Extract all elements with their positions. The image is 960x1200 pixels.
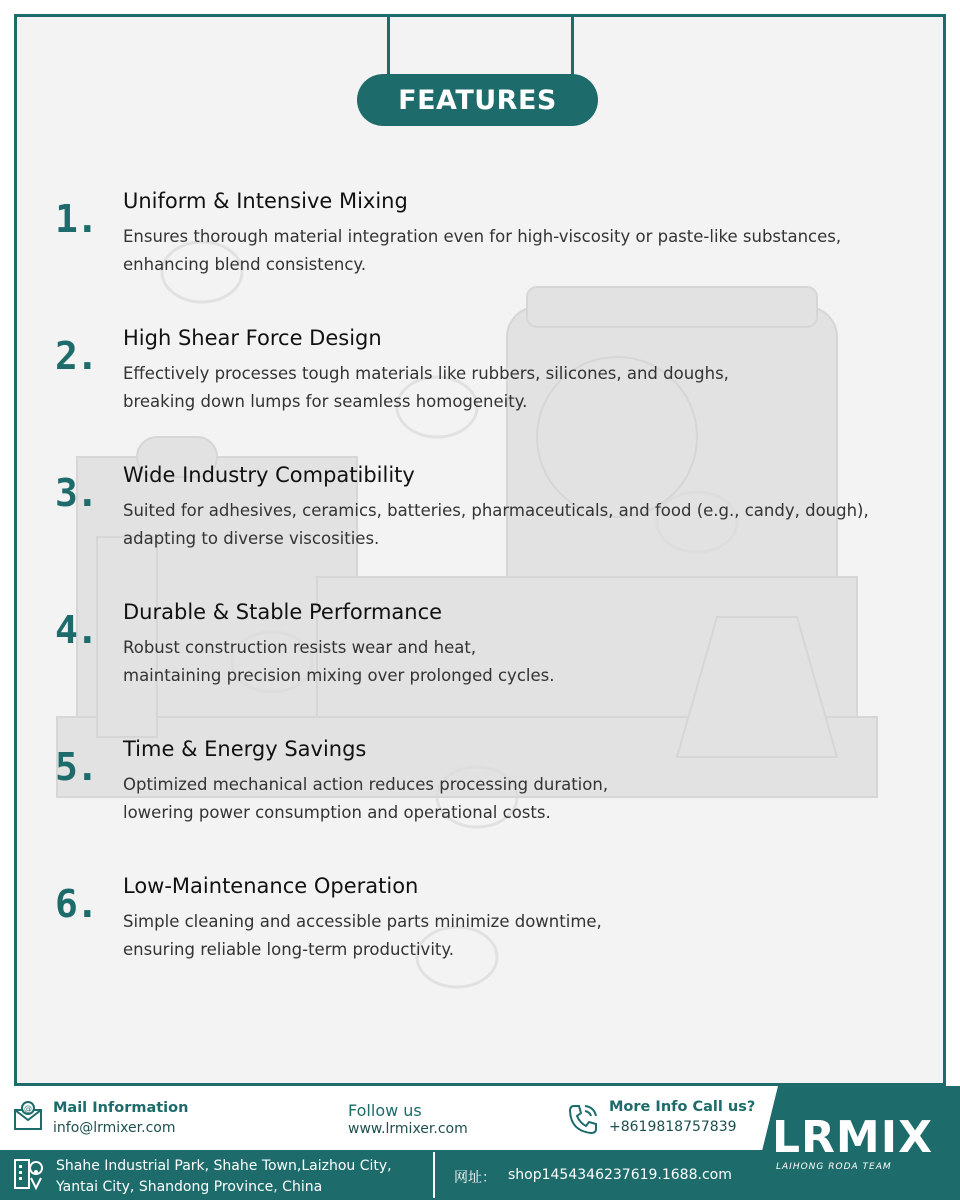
follow-label: Follow us: [348, 1101, 422, 1120]
feature-number: 3.: [55, 471, 97, 515]
feature-description-line: adapting to diverse viscosities.: [123, 529, 380, 548]
shop-link[interactable]: shop1454346237619.1688.com: [508, 1167, 732, 1183]
feature-title: High Shear Force Design: [123, 326, 382, 350]
address-line: Shahe Industrial Park, Shahe Town,Laizhou City,: [56, 1158, 392, 1174]
feature-description-line: breaking down lumps for seamless homogeneity.: [123, 392, 528, 411]
page-title: FEATURES: [357, 74, 598, 126]
feature-description: [123, 908, 933, 964]
feature-number: 2.: [55, 334, 97, 378]
feature-description: [123, 497, 933, 553]
feature-title: Low-Maintenance Operation: [123, 874, 419, 898]
mail-label: Mail Information: [53, 1100, 189, 1116]
feature-number: 5.: [55, 745, 97, 789]
feature-title: Wide Industry Compatibility: [123, 463, 415, 487]
feature-description: [123, 223, 933, 279]
feature-description-line: Ensures thorough material integration even for high-viscosity or paste-like substances,: [123, 227, 842, 246]
brand-logo: LRMIX: [772, 1112, 933, 1163]
mail-icon: [12, 1100, 44, 1132]
phone-icon: [566, 1102, 600, 1136]
footer-divider: [433, 1152, 435, 1198]
feature-number: 1.: [55, 197, 97, 241]
feature-description: [123, 771, 933, 827]
feature-description-line: ensuring reliable long-term productivity.: [123, 940, 455, 959]
feature-description: [123, 360, 933, 416]
building-location-icon: [12, 1156, 46, 1192]
feature-description-line: Robust construction resists wear and heat,: [123, 638, 477, 657]
brand-tagline: LAIHONG RODA TEAM: [776, 1162, 892, 1172]
feature-description-line: Optimized mechanical action reduces processing duration,: [123, 775, 609, 794]
feature-description-line: enhancing blend consistency.: [123, 255, 367, 274]
feature-title: Uniform & Intensive Mixing: [123, 189, 408, 213]
feature-description-line: Suited for adhesives, ceramics, batteries, pharmaceuticals, and food (e.g., candy, dough),: [123, 501, 869, 520]
feature-description-line: lowering power consumption and operational costs.: [123, 803, 551, 822]
company-address: [56, 1156, 392, 1198]
feature-description-line: Simple cleaning and accessible parts minimize downtime,: [123, 912, 602, 931]
feature-description-line: maintaining precision mixing over prolonged cycles.: [123, 666, 555, 685]
features-panel: [14, 14, 946, 1086]
call-label: More Info Call us?: [609, 1099, 756, 1115]
phone-number[interactable]: +8619818757839: [609, 1119, 737, 1135]
feature-title: Durable & Stable Performance: [123, 600, 443, 624]
hanger-line-left: [387, 17, 390, 79]
feature-description: [123, 634, 933, 690]
address-line: Yantai City, Shandong Province, China: [56, 1179, 323, 1195]
hanger-line-right: [571, 17, 574, 79]
feature-number: 4.: [55, 608, 97, 652]
feature-number: 6.: [55, 882, 97, 926]
website-link[interactable]: www.lrmixer.com: [348, 1121, 468, 1137]
mail-value[interactable]: info@lrmixer.com: [53, 1120, 176, 1136]
svg-text:@: @: [24, 1104, 32, 1113]
shop-label: 网址：: [454, 1170, 496, 1186]
feature-title: Time & Energy Savings: [123, 737, 367, 761]
feature-description-line: Effectively processes tough materials like rubbers, silicones, and doughs,: [123, 364, 729, 383]
